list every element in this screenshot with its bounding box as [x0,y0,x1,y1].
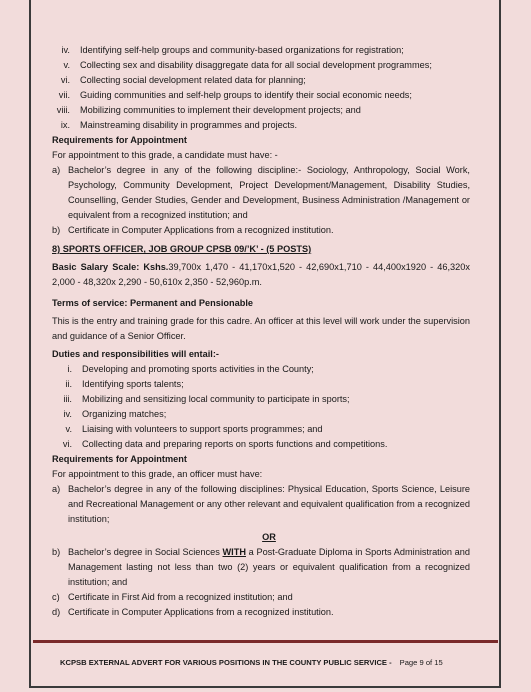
footer-divider [33,640,498,643]
or-separator: OR [262,532,276,542]
salary-scale: Basic Salary Scale: Kshs.39,700x 1,470 - 41,170x1,520 - 42,690x1,710 - 44,400x1920 - 46,320x 2,000 - 48,320x 2,290 - 50,610x 2,350 - 52,960p.m. [52,262,470,287]
duties-heading: Duties and responsibilities will entail:- [52,349,219,359]
list-item: ii. Identifying sports talents; [65,379,184,389]
list-item: iv. Identifying self-help groups and community-based organizations for registration; [61,45,404,55]
requirement-item: c) Certificate in First Aid from a recognized institution; and [52,592,293,602]
requirements-heading: Requirements for Appointment [52,454,187,464]
list-item: viii. Mobilizing communities to implement their development projects; and [56,105,361,115]
terms-text: This is the entry and training grade for this cadre. An officer at this level will work under the supervision and guidance of a Senior Officer. [52,316,470,341]
requirement-item: d) Certificate in Computer Applications from a recognized institution. [52,607,334,617]
list-item: vi. Collecting social development related data for planning; [60,75,306,85]
requirement-item: a) Bachelor’s degree in any of the following discipline:- Sociology, Anthropology, Social Work, Psychology, Community Development, Project Development/Management, Disability Studies, Counselling, Gender Studies, Gender and Development, Business Administration /Management or equivalent from a recognized institution; and [52,165,470,220]
duties-list [52,362,470,452]
document-body [52,43,470,620]
list-item: ix. Mainstreaming disability in programmes and projects. [60,120,298,130]
with-emphasis: WITH [222,547,246,557]
list-item: vi. Collecting data and preparing reports on sports functions and competitions. [62,439,388,449]
requirements-intro: For appointment to this grade, an officer must have: [52,469,263,479]
terms-heading: Terms of service: Permanent and Pensionable [52,298,254,308]
list-item: vii. Guiding communities and self-help groups to identify their social economic needs; [58,90,412,100]
requirement-item: b) Certificate in Computer Applications from a recognized institution. [52,225,334,235]
page-number: Page 9 of 15 [399,658,443,667]
requirements-heading: Requirements for Appointment [52,135,187,145]
duties-list-continued [52,43,470,133]
page-footer: KCPSB EXTERNAL ADVERT FOR VARIOUS POSITIONS IN THE COUNTY PUBLIC SERVICE - Page 9 of 15 [60,658,443,667]
list-item: v. Collecting sex and disability disaggregate data for all social development programmes; [63,60,432,70]
requirements-intro: For appointment to this grade, a candidate must have: - [52,150,278,160]
list-item: i. Developing and promoting sports activities in the County; [67,364,314,374]
requirement-item: a) Bachelor’s degree in any of the following disciplines: Physical Education, Sports Science, Leisure and Recreational Management or any other relevant and equivalent qualification from a recognized institution; [52,484,470,524]
list-item: iii. Mobilizing and sensitizing local community to participate in sports; [63,394,350,404]
list-item: iv. Organizing matches; [63,409,167,419]
requirement-item: b) Bachelor’s degree in Social Sciences WITH a Post-Graduate Diploma in Sports Administration and Management lasting not less than two (2) years or equivalent qualification from a recognized institution; and [52,547,470,587]
section-title: 8) SPORTS OFFICER, JOB GROUP CPSB 09/’K’ - (5 POSTS) [52,244,312,254]
list-item: v. Liaising with volunteers to support sports programmes; and [65,424,323,434]
